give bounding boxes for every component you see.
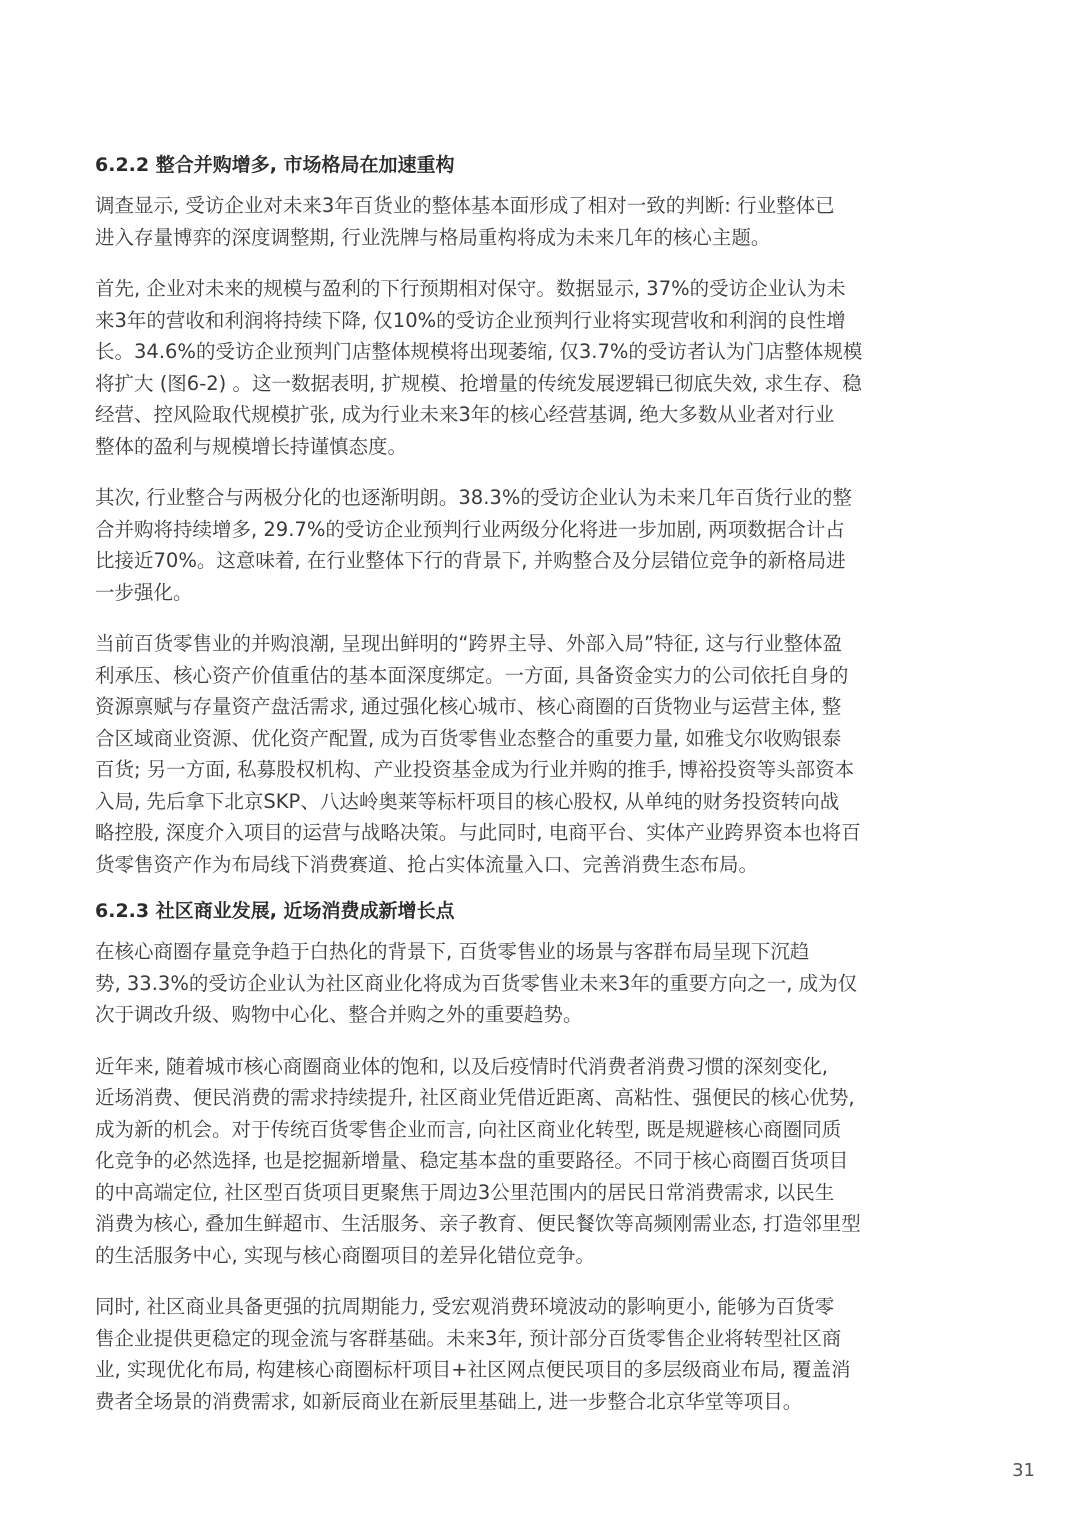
text-line: 资源禀赋与存量资产盘活需求, 通过强化核心城市、核心商圈的百货物业与运营主体, 整 [95, 695, 842, 718]
text-line: 消费为核心, 叠加生鲜超市、生活服务、亲子教育、便民餐饮等高频刚需业态, 打造邻里型 [95, 1212, 861, 1235]
section-6-2-3 [95, 896, 870, 1417]
section-title: 6.2.2 整合并购增多, 市场格局在加速重构 [95, 154, 455, 176]
text-line: 来3年的营收和利润将持续下降, 仅10%的受访企业预判行业将实现营收和利润的良性增 [95, 308, 846, 332]
text-line: 进入存量博弈的深度调整期, 行业洗牌与格局重构将成为未来几年的核心主题。 [95, 225, 771, 249]
text-line: 费者全场景的消费需求, 如新辰商业在新辰里基础上, 进一步整合北京华堂等项目。 [95, 1389, 803, 1413]
text-line: 百货; 另一方面, 私募股权机构、产业投资基金成为行业并购的推手, 博裕投资等头部资本 [95, 758, 855, 781]
paragraph [95, 273, 870, 462]
section-title: 6.2.3 社区商业发展, 近场消费成新增长点 [95, 900, 455, 922]
text-line: 势, 33.3%的受访企业认为社区商业化将成为百货零售业未来3年的重要方向之一, 成为仅 [95, 971, 858, 995]
text-line: 业, 实现优化布局, 构建核心商圈标杆项目+社区网点便民项目的多层级商业布局, 覆盖消 [95, 1358, 851, 1381]
text-line: 入局, 先后拿下北京SKP、八达岭奥莱等标杆项目的核心股权, 从单纯的财务投资转向战 [95, 789, 840, 813]
page-number: 31 [1012, 1460, 1035, 1481]
text-line: 在核心商圈存量竞争趋于白热化的背景下, 百货零售业的场景与客群布局呈现下沉趋 [95, 940, 810, 963]
text-line: 的中高端定位, 社区型百货项目更聚焦于周边3公里范围内的居民日常消费需求, 以民生 [95, 1180, 835, 1204]
text-line: 近场消费、便民消费的需求持续提升, 社区商业凭借近距离、高粘性、强便民的核心优势, [95, 1086, 855, 1109]
text-line: 比接近70%。这意味着, 在行业整体下行的背景下, 并购整合及分层错位竞争的新格局进 [95, 549, 846, 572]
text-line: 利承压、核心资产价值重估的基本面深度绑定。一方面, 具备资金实力的公司依托自身的 [95, 663, 849, 687]
section-6-2-2 [95, 150, 870, 880]
paragraph [95, 936, 870, 1031]
text-line: 货零售资产作为布局线下消费赛道、抢占实体流量入口、完善消费生态布局。 [95, 852, 759, 876]
paragraph [95, 628, 870, 880]
text-line: 经营、控风险取代规模扩张, 成为行业未来3年的核心经营基调, 绝大多数从业者对行业 [95, 403, 835, 426]
text-line: 其次, 行业整合与两极分化的也逐渐明朗。38.3%的受访企业认为未来几年百货行业的整 [95, 486, 852, 509]
text-line: 的生活服务中心, 实现与核心商圈项目的差异化错位竞争。 [95, 1243, 595, 1267]
text-line: 一步强化。 [95, 580, 193, 604]
text-line: 合并购将持续增多, 29.7%的受访企业预判行业两级分化将进一步加剧, 两项数据合计占 [95, 517, 845, 541]
document-body [95, 150, 870, 1437]
paragraph [95, 1051, 870, 1272]
text-line: 略控股, 深度介入项目的运营与战略决策。与此同时, 电商平台、实体产业跨界资本也将百 [95, 821, 861, 844]
text-line: 长。34.6%的受访企业预判门店整体规模将出现萎缩, 仅3.7%的受访者认为门店整体规模 [95, 340, 863, 363]
text-line: 整体的盈利与规模增长持谨慎态度。 [95, 434, 408, 458]
paragraph [95, 482, 870, 608]
text-line: 首先, 企业对未来的规模与盈利的下行预期相对保守。数据显示, 37%的受访企业认为未 [95, 277, 846, 300]
text-line: 将扩大 (图6-2) 。这一数据表明, 扩规模、抢增量的传统发展逻辑已彻底失效, 求生存、稳 [95, 371, 862, 395]
text-line: 同时, 社区商业具备更强的抗周期能力, 受宏观消费环境波动的影响更小, 能够为百货零 [95, 1295, 835, 1318]
text-line: 近年来, 随着城市核心商圈商业体的饱和, 以及后疫情时代消费者消费习惯的深刻变化, [95, 1054, 828, 1078]
text-line: 成为新的机会。对于传统百货零售企业而言, 向社区商业化转型, 既是规避核心商圈同质 [95, 1117, 842, 1141]
text-line: 化竞争的必然选择, 也是挖掘新增量、稳定基本盘的重要路径。不同于核心商圈百货项目 [95, 1149, 849, 1172]
paragraph [95, 1291, 870, 1417]
text-line: 当前百货零售业的并购浪潮, 呈现出鲜明的“跨界主导、外部入局”特征, 这与行业整体盈 [95, 632, 842, 655]
text-line: 调查显示, 受访企业对未来3年百货业的整体基本面形成了相对一致的判断: 行业整体已 [95, 194, 835, 217]
text-line: 售企业提供更稳定的现金流与客群基础。未来3年, 预计部分百货零售企业将转型社区商 [95, 1326, 842, 1350]
text-line: 合区域商业资源、优化资产配置, 成为百货零售业态整合的重要力量, 如雅戈尔收购银泰 [95, 726, 842, 750]
text-line: 次于调改升级、购物中心化、整合并购之外的重要趋势。 [95, 1003, 583, 1026]
paragraph [95, 190, 870, 253]
